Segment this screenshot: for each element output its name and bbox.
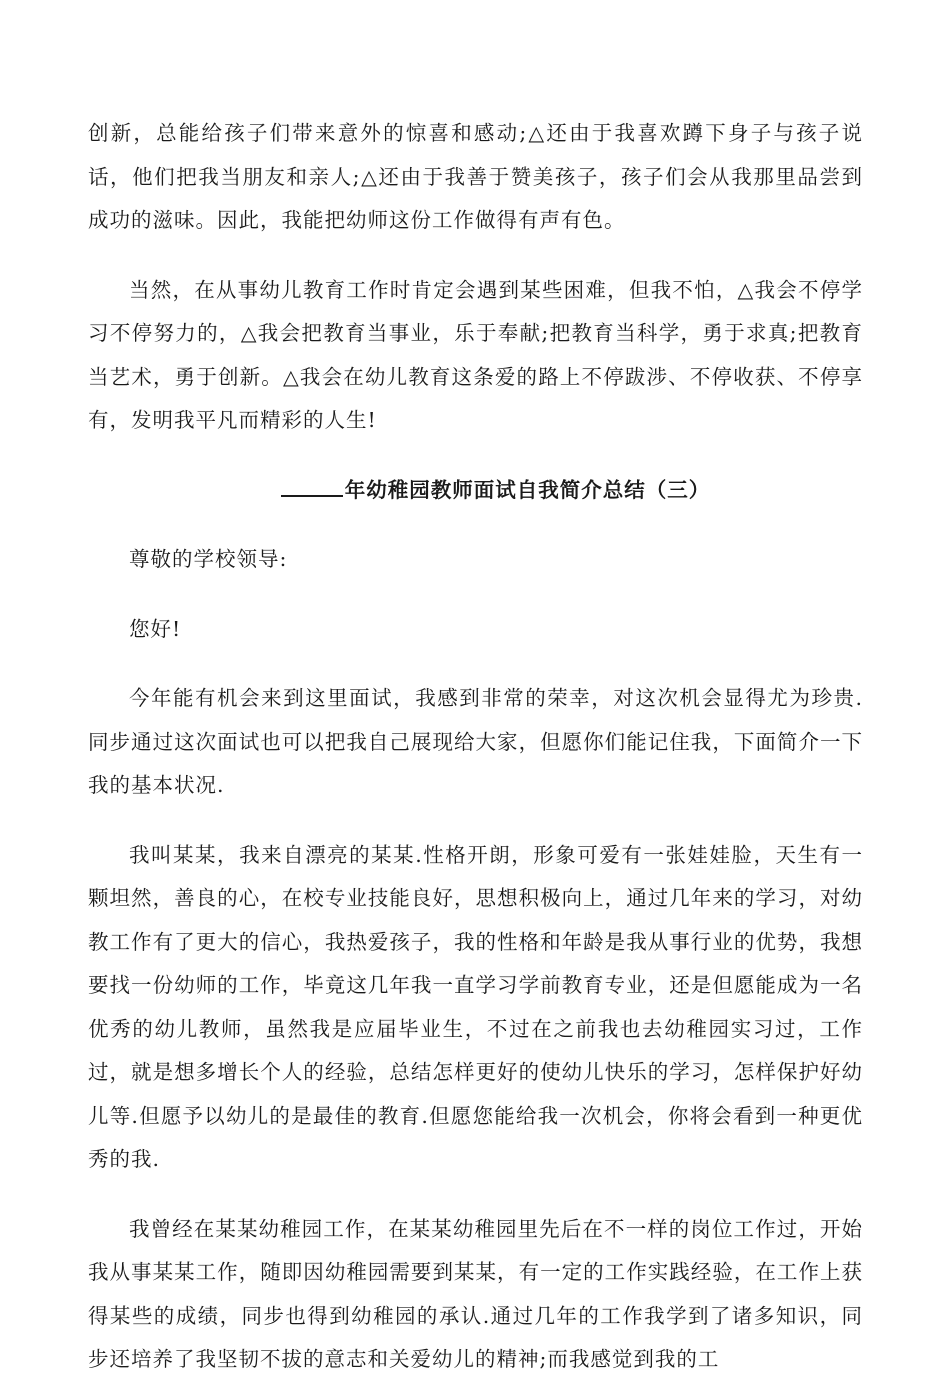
- paragraph-self-description: 我叫某某，我来自漂亮的某某.性格开朗，形象可爱有一张娃娃脸，天生有一颗坦然，善良的心，在校专业技能良好，思想积极向上，通过几年来的学习，对幼教工作有了更大的信心，我热爱孩子，我的性格和年龄是我从事行业的优势，我想要找一份幼师的工作，毕竟这几年我一直学习学前教育专业，还是但愿能成为一名优秀的幼儿教师，虽然我是应届毕业生，不过在之前我也去幼稚园实习过，工作过，就是想多增长个人的经验，总结怎样更好的使幼儿快乐的学习，怎样保护好幼儿等.但愿予以幼儿的是最佳的教育.但愿您能给我一次机会，你将会看到一种更优秀的我.: [88, 842, 863, 1171]
- paragraph-gap: [88, 443, 863, 469]
- paragraph-intro: 今年能有机会来到这里面试，我感到非常的荣幸，对这次机会显得尤为珍贵.同步通过这次面试也可以把我自己展现给大家，但愿你们能记住我，下面简介一下我的基本状况.: [88, 686, 863, 797]
- paragraph-gap: [88, 243, 863, 269]
- paragraph-gap: [88, 1182, 863, 1208]
- year-blank-underline: [281, 493, 343, 497]
- section-title: 年幼稚园教师面试自我简介总结（三）: [344, 477, 711, 502]
- letter-greeting: 您好!: [129, 616, 182, 641]
- paragraph-gap: [88, 808, 863, 834]
- document-page: [88, 112, 863, 1382]
- paragraph-difficulties: 当然，在从事幼儿教育工作时肯定会遇到某些困难，但我不怕，△我会不停学习不停努力的，△我会把教育当事业，乐于奉献;把教育当科学，勇于求真;把教育当艺术，勇于创新。△我会在幼儿教育这条爱的路上不停跋涉、不停收获、不停享有，发明我平凡而精彩的人生!: [88, 277, 863, 432]
- paragraph-gap: [88, 651, 863, 677]
- letter-salutation: 尊敬的学校领导:: [129, 547, 288, 571]
- paragraph-gap: [88, 582, 863, 608]
- paragraph-gap: [88, 512, 863, 538]
- paragraph-work-experience: 我曾经在某某幼稚园工作，在某某幼稚园里先后在不一样的岗位工作过，开始我从事某某工作，随即因幼稚园需要到某某，有一定的工作实践经验，在工作上获得某些的成绩，同步也得到幼稚园的承认.通过几年的工作我学到了诸多知识，同步还培养了我坚韧不拔的意志和关爱幼儿的精神;而我感觉到我的工: [88, 1216, 863, 1371]
- section-heading: [88, 469, 863, 513]
- paragraph-continued: 创新，总能给孩子们带来意外的惊喜和感动;△还由于我喜欢蹲下身子与孩子说话，他们把我当朋友和亲人;△还由于我善于赞美孩子，孩子们会从我那里品尝到成功的滋味。因此，我能把幼师这份工作做得有声有色。: [88, 121, 863, 232]
